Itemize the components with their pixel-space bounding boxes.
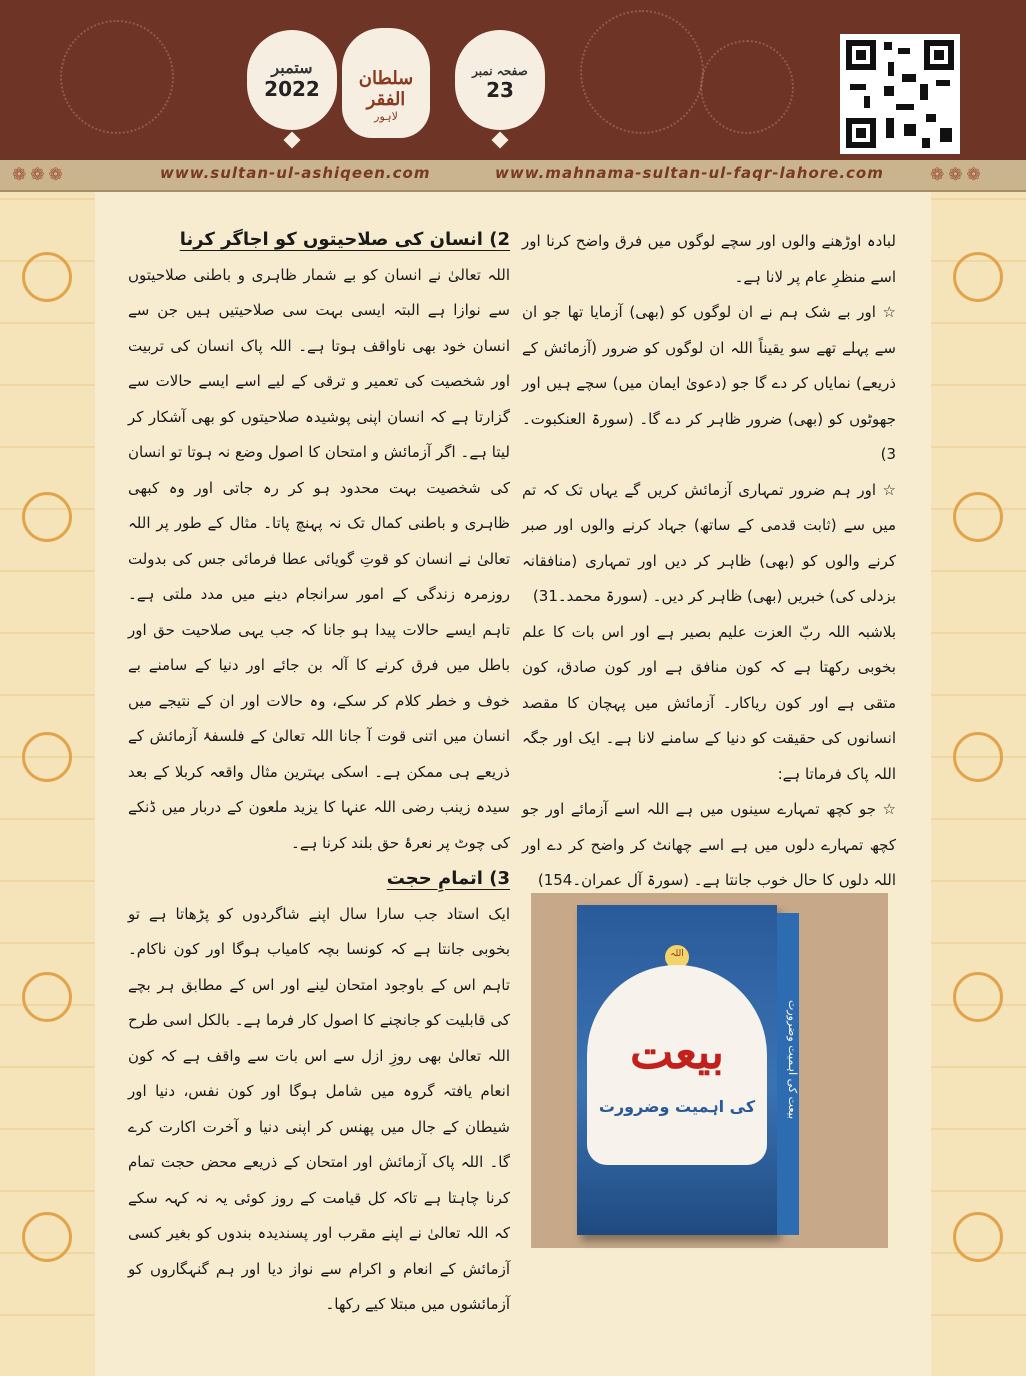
rosette-ornament: ❁❁❁: [12, 165, 67, 185]
quran-verse: ☆ اور بے شک ہم نے ان لوگوں کو (بھی) آزمایا تھا جو ان سے پہلے تھے سو یقیناً اللہ ان لوگوں کو ضرور (آزمائش کے ذریعے) نمایاں کر دے گا جو (دعویٰ ایمان میں) سچے ہیں اور جھوٹوں کو (بھی) ضرور ظاہر کر دے گا۔ (سورۃ العنکبوت۔3): [522, 303, 896, 463]
issue-date-tag: [247, 30, 337, 130]
book-cover-image[interactable]: [577, 905, 799, 1235]
paragraph: ایک استاد جب سارا سال اپنے شاگردوں کو پڑھاتا ہے تو بخوبی جانتا ہے کہ کونسا بچہ کامیاب ہوگا اور کون ناکام۔ تاہم اس کے باوجود امتحان لینے اور اس کے مطابق ہر بچے کی قابلیت کو جانچنے کا اصول کار فرما ہے۔ بالکل اسی طرح اللہ تعالیٰ بھی روزِ ازل سے اس بات سے واقف ہے کہ کون انعام یافتہ گروہ میں شامل ہوگا اور کون نفس، دنیا اور شیطان کے جال میں پھنس کر اپنی دنیا و آخرت اکارت کرے گا۔ اللہ پاک آزمائش اور امتحان کے ذریعے محض حجت تمام کرنا چاہتا ہے تاکہ کل قیامت کے روز کوئی یہ نہ کہہ سکے کہ اللہ تعالیٰ نے اپنے مقرب اور پسندیدہ بندوں کو بغیر کسی آزمائش کے انعام و اکرام سے نواز دیا اور ہم گنہگاروں کو آزمائشوں میں مبتلا کیے رکھا۔: [128, 904, 510, 1313]
website-bar: [0, 160, 1026, 192]
quran-verse: ☆ جو کچھ تمہارے سینوں میں ہے اللہ اسے آزمائے اور جو کچھ تمہارے دلوں میں ہے اسے چھانٹ کر واضح کر دے اور اللہ دلوں کا حال خوب جانتا ہے۔ (سورۃ آل عمران۔154): [522, 800, 896, 889]
left-border-ornament: [0, 192, 95, 1376]
book-title: بیعت: [629, 1025, 725, 1079]
header-ornament: [60, 20, 174, 134]
paragraph: لبادہ اوڑھنے والوں اور سچے لوگوں میں فرق واضح کرنا اور اسے منظرِ عام پر لانا ہے۔: [522, 232, 896, 286]
website-link-ashiqeen[interactable]: www.sultan-ul-ashiqeen.com: [160, 164, 431, 182]
book-emblem-text: اللہ: [670, 949, 684, 959]
book-spine-text: بیعت کی اہمیت وضرورت: [786, 1000, 799, 1120]
page-number: 23: [486, 78, 514, 102]
logo-subtext: لاہور: [374, 110, 398, 123]
magazine-logo: [342, 28, 430, 138]
website-link-faqr[interactable]: www.mahnama-sultan-ul-faqr-lahore.com: [495, 164, 884, 182]
quran-verse: ☆ اور ہم ضرور تمہاری آزمائش کریں گے یہاں تک کہ تم میں سے (ثابت قدمی کے ساتھ) جہاد کرنے والوں اور صبر کرنے والوں کو (بھی) ظاہر کر دیں اور تمہاری (منافقانہ بزدلی کی) خبریں (بھی) ظاہر کر دیں۔ (سورۃ محمد۔31): [522, 480, 896, 605]
right-border-ornament: [931, 192, 1026, 1376]
section-heading: 3) اتمامِ حجت: [386, 868, 510, 889]
issue-year: 2022: [264, 77, 320, 101]
page-header: [0, 0, 1026, 160]
right-column: [522, 224, 896, 899]
rosette-ornament: ❁❁❁: [930, 165, 985, 185]
paragraph: اللہ تعالیٰ نے انسان کو بے شمار ظاہری و باطنی صلاحیتوں سے نوازا ہے البتہ ایسی بہت سی صلاحیتیں ہیں جن سے انسان خود بھی ناواقف ہوتا ہے۔ اللہ پاک انسان کی تربیت اور شخصیت کی تعمیر و ترقی کے لیے اسے ایسے حالات سے گزارتا ہے کہ انسان اپنی پوشیدہ صلاحیتوں کو بھی آشکار کر لیتا ہے۔ اگر آزمائش و امتحان کا اصول وضع نہ ہوتا تو انسان کی شخصیت بہت محدود ہو کر رہ جاتی اور وہ کبھی ظاہری و باطنی کمال تک نہ پہنچ پاتا۔ مثال کے طور پر اللہ تعالیٰ نے انسان کو قوتِ گویائی عطا فرمائی جس کی بدولت روزمرہ زندگی کے امور سرانجام دینے میں مدد ملتی ہے۔ تاہم ایسے حالات پیدا ہو جانا کہ جب یہی صلاحیت حق اور باطل میں فرق کرنے کا آلہ بن جائے اور دنیا کے سامنے بے خوف و خطر کلام کر سکے، وہ حالات اور ان کے نتیجے میں انسان میں اتنی قوت آ جانا اللہ تعالیٰ کے فلسفۂ آزمائش کے ذریعے ہی ممکن ہے۔ اسکی بہترین مثال واقعہ کربلا کے بعد سیدہ زینب رضی اللہ عنہا کا یزید ملعون کے دربار میں ڈنکے کی چوٹ پر نعرۂ حق بلند کرنا ہے۔: [128, 265, 510, 852]
left-column: [128, 222, 510, 1323]
page-number-label: صفحہ نمبر: [472, 64, 528, 78]
paragraph: بلاشبہ اللہ ربّ العزت علیم بصیر ہے اور اس بات کا علم بخوبی رکھتا ہے کہ کون منافق ہے اور کون صادق، کون متقی ہے اور کون ریاکار۔ آزمائش میں پہچان کا مقصد انسانوں کی حقیقت کو دنیا کے سامنے لانا ہے۔ ایک اور جگہ اللہ پاک فرماتا ہے:: [522, 622, 896, 783]
qr-code-icon[interactable]: [840, 34, 960, 154]
issue-month: ستمبر: [271, 58, 313, 77]
page-number-tag: [455, 30, 545, 130]
logo-text: سلطان الفقر: [358, 68, 414, 110]
header-ornament: [700, 40, 794, 134]
header-ornament: [580, 10, 704, 134]
book-subtitle: کی اہمیت وضرورت: [598, 1097, 756, 1116]
section-heading: 2) انسان کی صلاحیتوں کو اجاگر کرنا: [179, 229, 510, 250]
